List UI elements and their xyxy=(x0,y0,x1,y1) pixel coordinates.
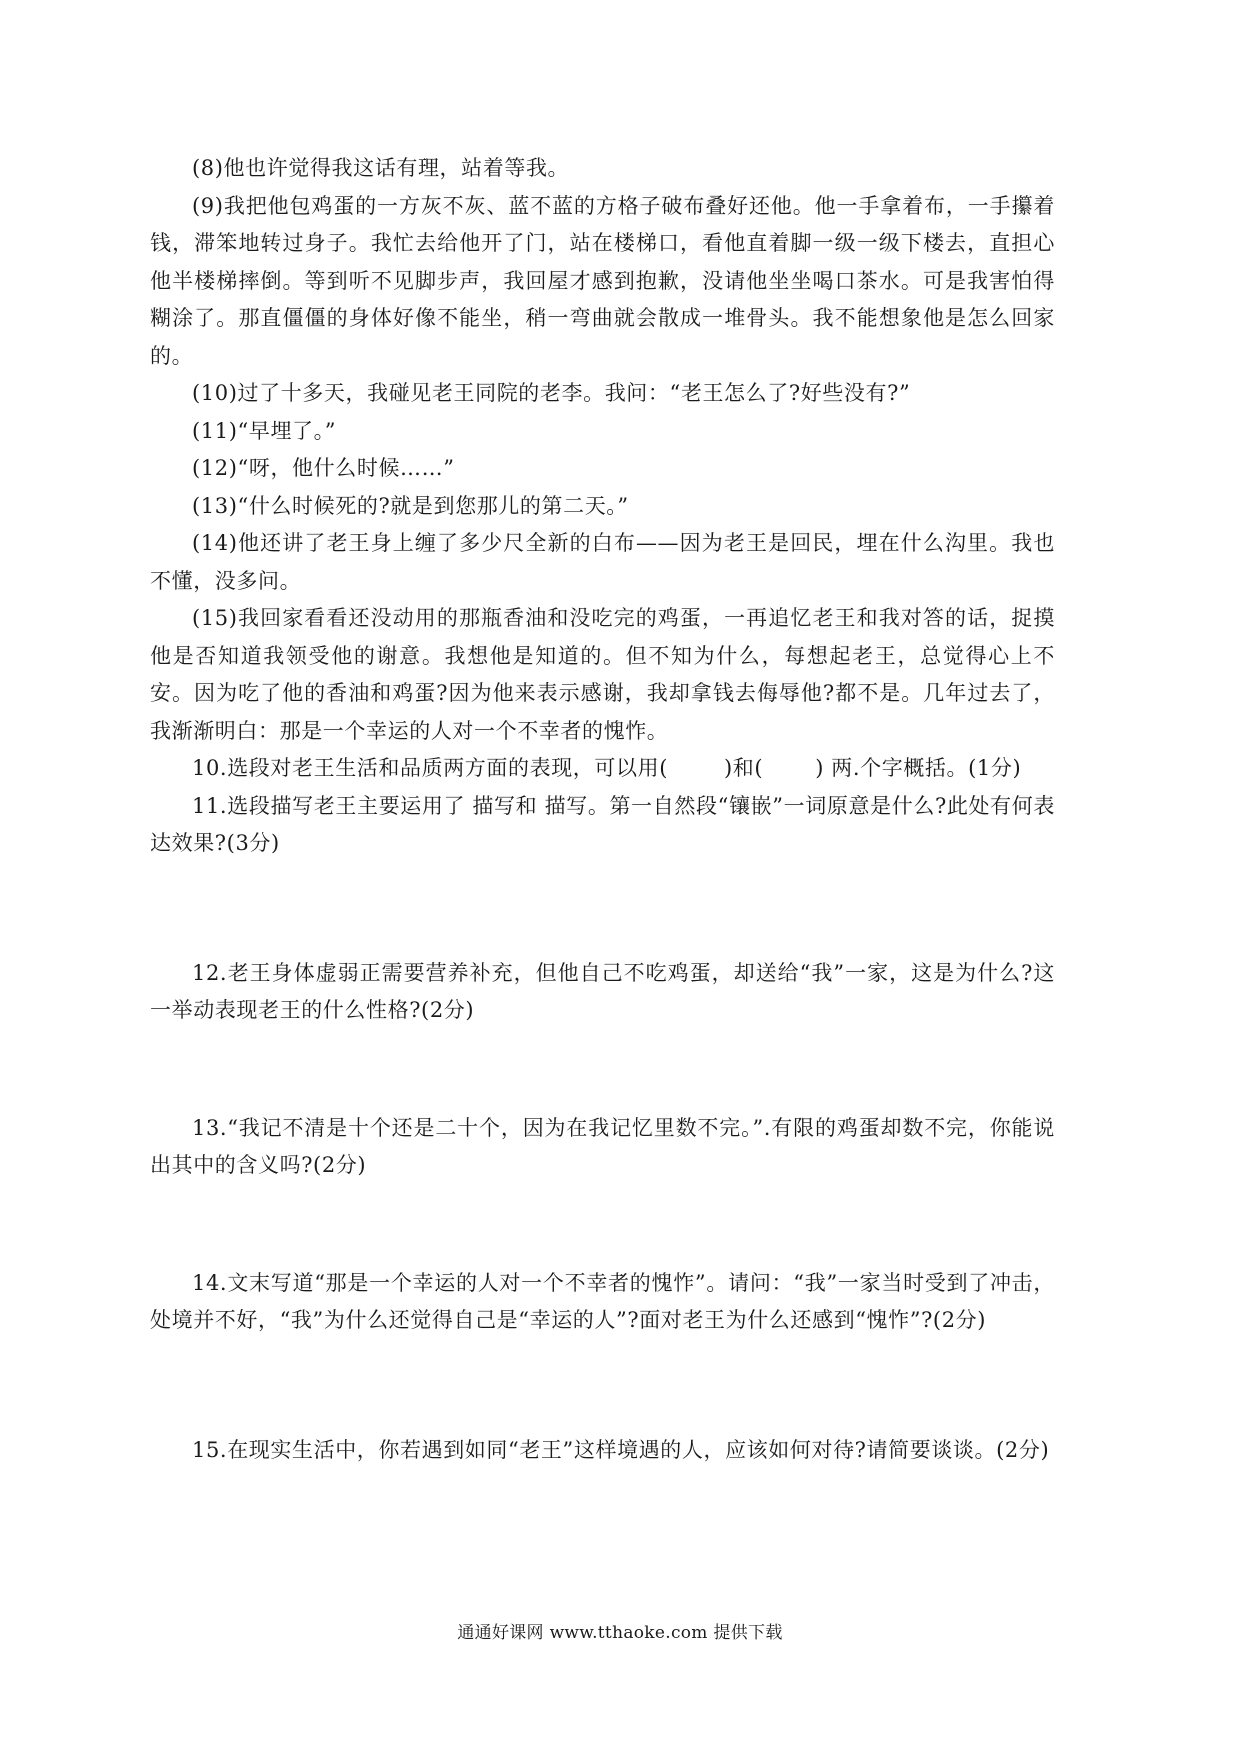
passage-paragraph-12: (12)“呀，他什么时候……” xyxy=(192,456,455,480)
document-page xyxy=(150,150,1055,1469)
question-15: 15.在现实生活中，你若遇到如同“老王”这样境遇的人，应该如何对待?请简要谈谈。(2分) xyxy=(192,1437,1050,1462)
question-14: 14.文末写道“那是一个幸运的人对一个不幸者的愧怍”。请问：“我”一家当时受到了冲击，处境并不好，“我”为什么还觉得自己是“幸运的人”?面对老王为什么还感到“愧怍”?(2分) xyxy=(150,1270,1055,1332)
answer-space-11[interactable] xyxy=(150,863,1055,955)
question-10-part1: 10.选段对老王生活和品质两方面的表现，可以用( xyxy=(192,756,668,780)
answer-space-14[interactable] xyxy=(150,1340,1055,1432)
question-11: 11.选段描写老王主要运用了 描写和 描写。第一自然段“镶嵌”一词原意是什么?此处有何表达效果?(3分) xyxy=(150,793,1055,855)
question-13: 13.“我记不清是十个还是二十个，因为在我记忆里数不完。”.有限的鸡蛋却数不完，你能说出其中的含义吗?(2分) xyxy=(150,1115,1055,1177)
passage-paragraph-15: (15)我回家看看还没动用的那瓶香油和没吃完的鸡蛋，一再追忆老王和我对答的话，捉摸他是否知道我领受他的谢意。我想他是知道的。但不知为什么，每想起老王，总觉得心上不安。因为吃了他的香油和鸡蛋?因为他来表示感谢，我却拿钱去侮辱他?都不是。几年过去了，我渐渐明白：那是一个幸运的人对一个不幸者的愧怍。 xyxy=(150,606,1055,743)
page-footer: 通通好课网 www.tthaoke.com 提供下载 xyxy=(457,1623,783,1643)
passage-paragraph-10: (10)过了十多天，我碰见老王同院的老李。我问：“老王怎么了?好些没有?” xyxy=(192,381,911,405)
question-10 xyxy=(150,750,1055,788)
question-12: 12.老王身体虚弱正需要营养补充，但他自己不吃鸡蛋，却送给“我”一家，这是为什么?这一举动表现老王的什么性格?(2分) xyxy=(150,960,1055,1022)
passage-paragraph-11: (11)“早埋了。” xyxy=(192,418,337,443)
question-10-part2: )和( xyxy=(724,756,764,780)
passage-paragraph-14: (14)他还讲了老王身上缠了多少尺全新的白布——因为老王是回民，埋在什么沟里。我也不懂，没多问。 xyxy=(150,531,1055,593)
answer-blank-2[interactable] xyxy=(763,765,815,775)
passage-paragraph-13: (13)“什么时候死的?就是到您那儿的第二天。” xyxy=(192,493,629,518)
passage-paragraph-9: (9)我把他包鸡蛋的一方灰不灰、蓝不蓝的方格子破布叠好还他。他一手拿着布，一手攥着钱，滞笨地转过身子。我忙去给他开了门，站在楼梯口，看他直着脚一级一级下楼去，直担心他半楼梯摔倒。等到听不见脚步声，我回屋才感到抱歉，没请他坐坐喝口茶水。可是我害怕得糊涂了。那直僵僵的身体好像不能坐，稍一弯曲就会散成一堆骨头。我不能想象他是怎么回家的。 xyxy=(150,193,1055,368)
question-10-part3: ) 两.个字概括。(1分) xyxy=(815,756,1022,780)
passage-paragraph-8: (8)他也许觉得我这话有理，站着等我。 xyxy=(192,156,570,180)
answer-space-13[interactable] xyxy=(150,1185,1055,1265)
answer-blank-1[interactable] xyxy=(668,765,724,775)
answer-space-12[interactable] xyxy=(150,1030,1055,1110)
